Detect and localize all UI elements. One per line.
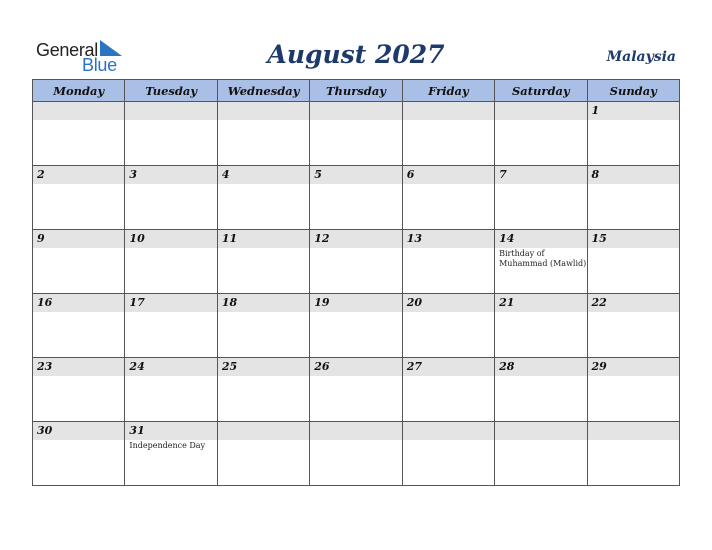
day-cell bbox=[310, 230, 402, 294]
day-number: 23 bbox=[33, 358, 124, 376]
weekday-header-monday: Monday bbox=[33, 80, 125, 102]
day-cell bbox=[217, 230, 309, 294]
day-number: 2 bbox=[33, 166, 124, 184]
day-number: 17 bbox=[125, 294, 216, 312]
day-number: 24 bbox=[125, 358, 216, 376]
day-number bbox=[495, 422, 586, 440]
day-cell bbox=[125, 294, 217, 358]
day-cell bbox=[217, 358, 309, 422]
day-number: 5 bbox=[310, 166, 401, 184]
day-cell bbox=[310, 422, 402, 486]
day-cell bbox=[125, 422, 217, 486]
day-cell bbox=[217, 422, 309, 486]
day-number: 15 bbox=[588, 230, 679, 248]
weekday-header-sunday: Sunday bbox=[587, 80, 679, 102]
day-number: 29 bbox=[588, 358, 679, 376]
day-number: 3 bbox=[125, 166, 216, 184]
day-number bbox=[310, 422, 401, 440]
day-number: 16 bbox=[33, 294, 124, 312]
weekday-header-saturday: Saturday bbox=[495, 80, 587, 102]
weekday-header-thursday: Thursday bbox=[310, 80, 402, 102]
day-cell bbox=[33, 230, 125, 294]
day-cell bbox=[310, 358, 402, 422]
day-cell bbox=[125, 166, 217, 230]
day-number: 31 bbox=[125, 422, 216, 440]
day-cell bbox=[402, 422, 494, 486]
day-number: 9 bbox=[33, 230, 124, 248]
week-row bbox=[33, 358, 680, 422]
day-cell bbox=[33, 166, 125, 230]
week-row bbox=[33, 230, 680, 294]
logo-text-general: General bbox=[36, 40, 98, 60]
day-cell bbox=[587, 294, 679, 358]
day-number: 21 bbox=[495, 294, 586, 312]
week-row bbox=[33, 102, 680, 166]
day-cell bbox=[495, 422, 587, 486]
weekday-header-row bbox=[33, 80, 680, 102]
day-number: 22 bbox=[588, 294, 679, 312]
day-number: 12 bbox=[310, 230, 401, 248]
day-cell bbox=[125, 358, 217, 422]
day-cell bbox=[587, 102, 679, 166]
day-number: 14 bbox=[495, 230, 586, 248]
day-cell bbox=[310, 166, 402, 230]
weekday-header-wednesday: Wednesday bbox=[217, 80, 309, 102]
day-cell bbox=[495, 358, 587, 422]
day-cell bbox=[125, 102, 217, 166]
day-cell bbox=[402, 102, 494, 166]
day-cell bbox=[587, 422, 679, 486]
day-number: 4 bbox=[218, 166, 309, 184]
day-cell bbox=[402, 166, 494, 230]
day-number: 6 bbox=[403, 166, 494, 184]
day-cell bbox=[33, 422, 125, 486]
day-number: 8 bbox=[588, 166, 679, 184]
day-number bbox=[33, 102, 124, 120]
day-cell bbox=[495, 230, 587, 294]
week-row bbox=[33, 422, 680, 486]
day-number: 25 bbox=[218, 358, 309, 376]
day-number bbox=[495, 102, 586, 120]
day-number: 7 bbox=[495, 166, 586, 184]
day-cell bbox=[217, 294, 309, 358]
day-cell bbox=[587, 166, 679, 230]
day-cell bbox=[587, 358, 679, 422]
day-cell bbox=[217, 166, 309, 230]
day-number: 18 bbox=[218, 294, 309, 312]
holiday-event: Independence Day bbox=[129, 441, 206, 450]
day-number: 10 bbox=[125, 230, 216, 248]
week-row bbox=[33, 166, 680, 230]
day-number bbox=[310, 102, 401, 120]
day-cell bbox=[33, 294, 125, 358]
day-number: 19 bbox=[310, 294, 401, 312]
day-number bbox=[403, 422, 494, 440]
day-cell bbox=[402, 230, 494, 294]
weekday-header-tuesday: Tuesday bbox=[125, 80, 217, 102]
day-number: 20 bbox=[403, 294, 494, 312]
day-number: 27 bbox=[403, 358, 494, 376]
holiday-event: Birthday of Muhammad (Mawlid) bbox=[499, 249, 587, 268]
calendar-grid bbox=[32, 79, 680, 486]
country-label: Malaysia bbox=[606, 49, 676, 65]
day-number bbox=[588, 422, 679, 440]
day-cell bbox=[33, 102, 125, 166]
day-number: 1 bbox=[588, 102, 679, 120]
logo-text-blue: Blue bbox=[82, 55, 117, 75]
calendar-title: August 2027 bbox=[267, 40, 445, 69]
calendar-body bbox=[33, 102, 680, 486]
day-cell bbox=[402, 358, 494, 422]
day-cell bbox=[217, 102, 309, 166]
week-row bbox=[33, 294, 680, 358]
day-number bbox=[218, 422, 309, 440]
day-cell bbox=[33, 358, 125, 422]
day-cell bbox=[310, 102, 402, 166]
day-cell bbox=[125, 230, 217, 294]
weekday-header-friday: Friday bbox=[402, 80, 494, 102]
day-number: 28 bbox=[495, 358, 586, 376]
day-number: 13 bbox=[403, 230, 494, 248]
day-number: 11 bbox=[218, 230, 309, 248]
day-cell bbox=[495, 294, 587, 358]
day-cell bbox=[402, 294, 494, 358]
day-cell bbox=[495, 166, 587, 230]
day-cell bbox=[587, 230, 679, 294]
day-number bbox=[218, 102, 309, 120]
day-number: 30 bbox=[33, 422, 124, 440]
day-number bbox=[125, 102, 216, 120]
day-cell bbox=[495, 102, 587, 166]
day-number: 26 bbox=[310, 358, 401, 376]
day-cell bbox=[310, 294, 402, 358]
day-number bbox=[403, 102, 494, 120]
